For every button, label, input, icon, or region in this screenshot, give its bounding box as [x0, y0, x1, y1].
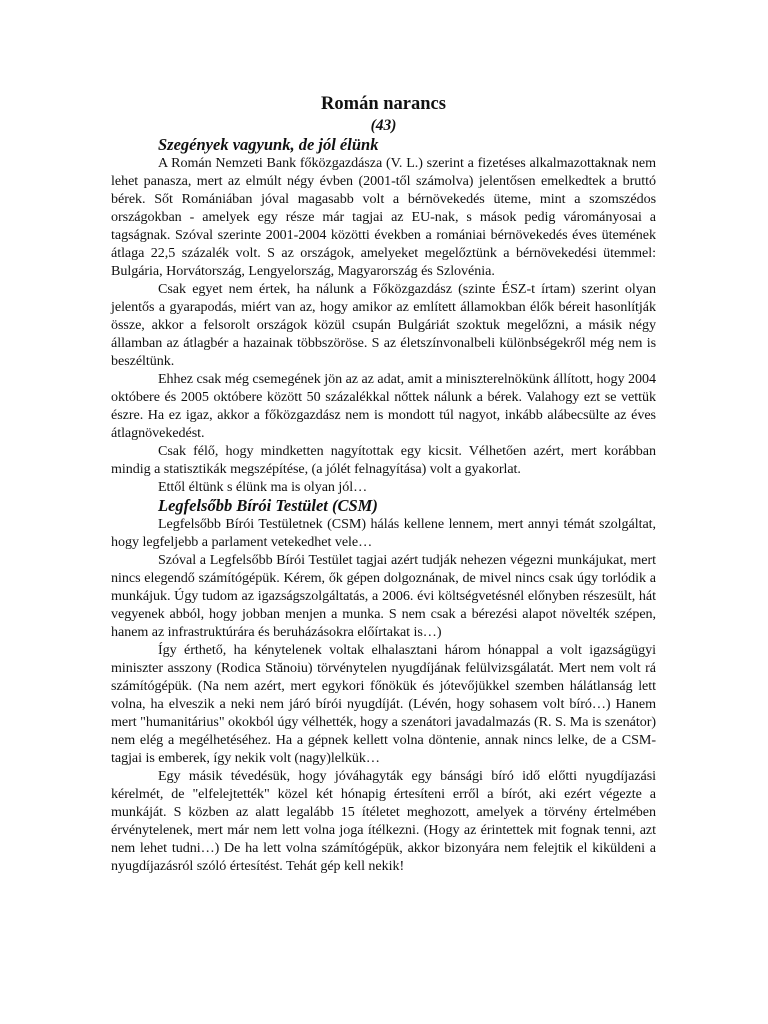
section-csm: [111, 496, 656, 875]
paragraph: Ettől éltünk s élünk ma is olyan jól…: [158, 479, 368, 495]
section-szegenyek: [111, 135, 656, 496]
paragraph: Legfelsőbb Bírói Testületnek (CSM) hálás kellene lennem, mert annyi témát szolgáltat, hogy legfeljebb a parlament vetekedhet vele…: [111, 516, 656, 550]
paragraph: Egy másik tévedésük, hogy jóváhagyták egy bánsági bíró idő előtti nyugdíjazási kérelmét, de "elfelejtették" közel két hónapig értesíteni erről a bírót, aki ezért végezte a munkáját. S közben az alatt legalább 15 ítéletet meghozott, amelyek a törvény értelmében érvénytelenek, mert már nem lett volna joga ítélkezni. (Hogy az érintettek mit fognak tenni, azt nem lehet tudni…) De ha lett volna számítógépük, akkor bizonyára nem felejtik el kiküldeni a nyugdíjazásról szóló értesítést. Tehát gép kell nekik!: [111, 768, 656, 874]
page-title: Román narancs: [321, 94, 446, 114]
section-heading: Szegények vagyunk, de jól élünk: [158, 135, 379, 154]
paragraph: A Román Nemzeti Bank főközgazdásza (V. L.) szerint a fizetéses alkalmazottaknak nem lehet panasza, mert az elmúlt négy évben (2001-től számolva) jelentősen emelkedtek a bruttó bérek. Sőt Romániában jóval magasabb volt a bérnövekedés üteme, mint a szomszédos országokban - amelyek egy része már tagjai az EU-nak, s mások pedig várományosai a tagságnak. Szóval szerinte 2001-2004 közötti években a romániai bérnövekedés éves ütemének átlaga 22,5 százalék volt. S az országok, amelyeket megelőztünk a bérnövekedési ütemmel: Bulgária, Horvátország, Lengyelország, Magyarország és Szlovénia.: [111, 155, 656, 279]
paragraph: Így érthető, ha kénytelenek voltak elhalasztani három hónappal a volt igazságügyi miniszter asszony (Rodica Stănoiu) törvénytelen nyugdíjának felülvizsgálatát. Mert nem volt rá számítógépük. (Na nem azért, mert egykori főnökük és jótevőjükkel szemben hálátlanság lett volna, ha elveszik a neki nem járó bírói nyugdíját. (Lévén, hogy sohasem volt bíró…) Hanem mert "humanitárius" okokból úgy vélhették, hogy a szenátori javadalmazás (R. S. Ma is szenátor) nem elég a megélhetéséhez. Ha a gépnek kellett volna döntenie, annak nincs lelke, de a CSM- tagjai is emberek, így nekik volt (nagy)lelkük…: [111, 642, 656, 766]
document-page: [111, 92, 656, 875]
paragraph: Ehhez csak még csemegének jön az az adat, amit a miniszterelnökünk állított, hogy 2004 októbere és 2005 októbere között 50 százalékkal nőttek nálunk a bérek. Valahogy ezt se vettük észre. Ha ez igaz, akkor a főközgazdász nem is mondott túl nagyot, inkább alábecsülte az éves átlagnövekedést.: [111, 371, 656, 441]
section-heading: Legfelsőbb Bírói Testület (CSM): [158, 496, 378, 515]
paragraph: Csak egyet nem értek, ha nálunk a Főközgazdász (szinte ÉSZ-t írtam) szerint olyan jelentős a gyarapodás, miért van az, hogy amikor az említett államokban élők béreit hasonlítják össze, akkor a felsorolt országok közül csupán Bulgáriát szoktuk megelőzni, a másik négy államban az átlagbér a hazainak többszöröse. S az életszínvonalbeli különbségekről még nem is beszéltünk.: [111, 281, 656, 369]
issue-number: (43): [370, 117, 397, 134]
paragraph: Szóval a Legfelsőbb Bírói Testület tagjai azért tudják nehezen végezni munkájukat, mert nincs elegendő számítógépük. Kérem, ők gépen dolgoznának, de mivel nincs csak úgy torlódik a munkájuk. Úgy tudom az igazságszolgáltatás, a 2006. évi költségvetésnél előnyben részesült, hát vegyenek abból, hogy jobban menjen a munka. S nem csak a bérezési alapot növelték szépen, hanem az infrastruktúrára és beruházásokra előírtakat is…): [111, 552, 656, 640]
paragraph: Csak félő, hogy mindketten nagyítottak egy kicsit. Vélhetően azért, mert korábban mindig a statisztikák megszépítése, (a jólét felnagyítása) volt a gyakorlat.: [111, 443, 656, 477]
